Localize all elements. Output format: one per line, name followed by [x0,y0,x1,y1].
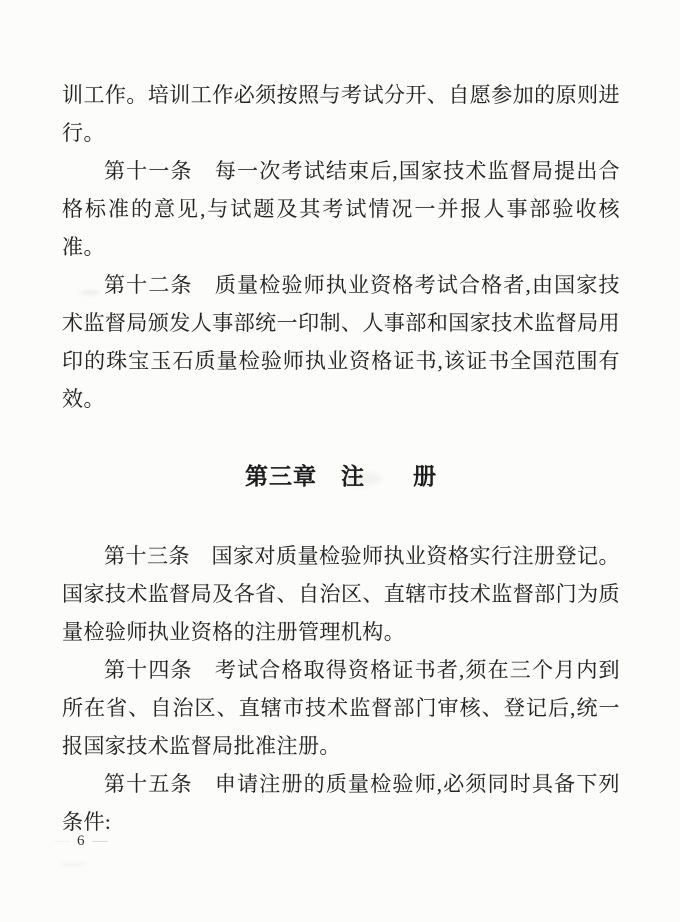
page-number [55,833,108,850]
page-number-dash-left: — [55,833,70,849]
paragraph-article-12: 第十二条 质量检验师执业资格考试合格者,由国家技术监督局颁发人事部统一印制、人事部和国家技术监督局用印的珠宝玉石质量检验师执业资格证书,该证书全国范围有效。 [62,273,620,411]
page-number-value: 6 [77,833,86,849]
chapter-heading: 第三章 注 册 [245,464,437,489]
page-number-dash-right: — [92,833,108,849]
scan-smudge [60,862,86,867]
paragraph-article-11: 第十一条 每一次考试结束后,国家技术监督局提出合格标准的意见,与试题及其考试情况一并报人事部验收核准。 [62,159,620,259]
document-body [62,76,620,841]
paragraph-article-15: 第十五条 申请注册的质量检验师,必须同时具备下列条件: [62,772,620,834]
paragraph-article-13: 第十三条 国家对质量检验师执业资格实行注册登记。国家技术监督局及各省、自治区、直辖市技术监督部门为质量检验师执业资格的注册管理机构。 [62,544,620,644]
paragraph-article-14: 第十四条 考试合格取得资格证书者,须在三个月内到所在省、自治区、直辖市技术监督部门审核、登记后,统一报国家技术监督局批准注册。 [62,658,620,758]
paragraph-continuation: 训工作。培训工作必须按照与考试分开、自愿参加的原则进行。 [62,83,620,145]
